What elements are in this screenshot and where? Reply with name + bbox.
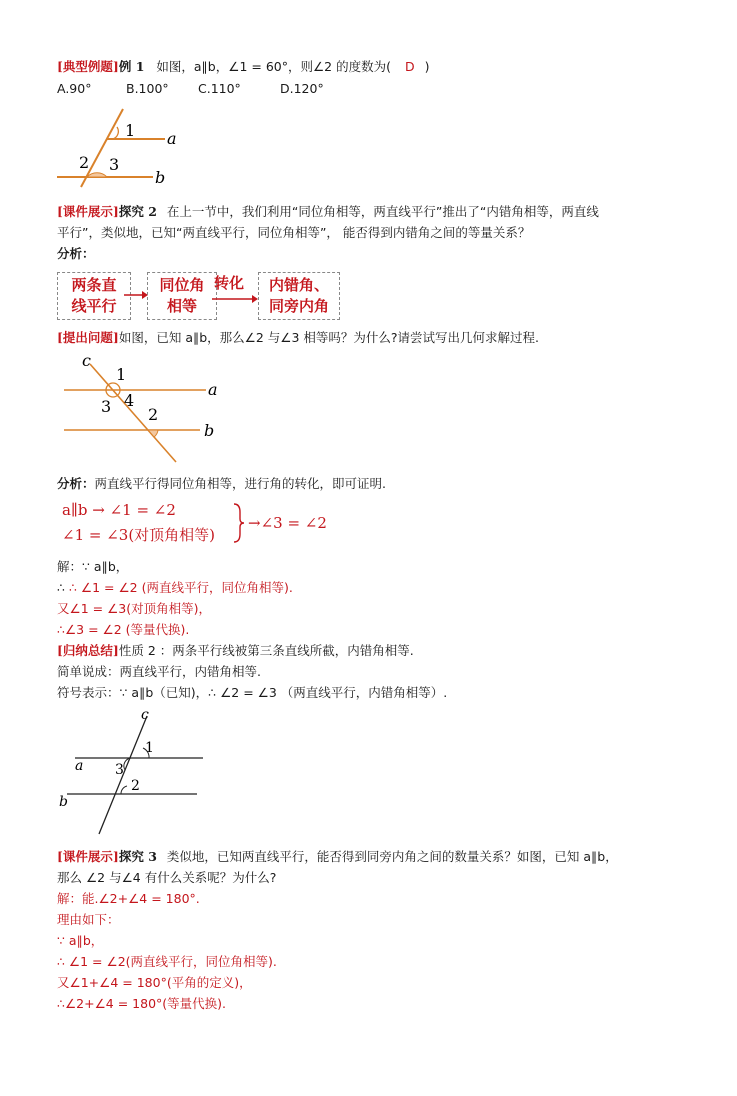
- flow-box-parallel: [57, 272, 131, 320]
- explore3-s2: 理由如下：: [57, 912, 120, 927]
- explore3-s3: ∵ a∥b，: [57, 933, 104, 948]
- label-1: 1: [116, 365, 127, 384]
- solution1-l3-text: 又∠1 = ∠3(对顶角相等)，: [57, 601, 211, 616]
- label-3: 3: [101, 397, 112, 416]
- label-4: 4: [124, 391, 135, 410]
- label-c: c: [82, 351, 91, 370]
- summary-line: [57, 642, 414, 660]
- example1-close: ): [424, 59, 430, 74]
- solution1-l4: [57, 621, 189, 639]
- flow-arrow-1: [124, 290, 148, 300]
- explore2-label: 探究 2: [118, 204, 157, 219]
- flow-box2-line2: 相等: [166, 297, 197, 315]
- flow-box1-line1: 两条直: [71, 276, 117, 294]
- question-figure: [58, 350, 228, 468]
- flow-box2-line1: 同位角: [159, 276, 205, 294]
- angle-mark-2: [87, 173, 107, 177]
- summary-figure: [55, 706, 215, 838]
- example1-tag: [典型例题]: [57, 59, 119, 74]
- analysis2-result: →∠3 = ∠2: [248, 514, 327, 532]
- question-line: [57, 329, 539, 347]
- solution1-l2: ∴ ∴ ∠1 = ∠2 (两直线平行，同位角相等).: [57, 580, 293, 595]
- summary-tag: [归纳总结]: [57, 643, 119, 658]
- angle-mark-1: [113, 127, 118, 139]
- label-2: 2: [79, 153, 90, 172]
- question-text: 如图，已知 a∥b，那么∠2 与∠3 相等吗？为什么?请尝试写出几何求解过程.: [118, 330, 540, 345]
- explore2-analysis-label: 分析：: [57, 246, 95, 261]
- analysis2-text: 两直线平行得同位角相等，进行角的转化，即可证明.: [94, 476, 386, 491]
- explore3-text1: 类似地，已知两直线平行，能否得到同旁内角之间的数量关系？如图，已知 a∥b，: [166, 849, 618, 864]
- label-3: 3: [109, 155, 120, 174]
- analysis2-line: [57, 475, 386, 493]
- explore2-line1: [57, 203, 599, 221]
- flow-box3-line2: 同旁内角: [268, 297, 329, 315]
- analysis2-row2: ∠1 = ∠3(对顶角相等): [62, 526, 216, 544]
- explore3-tag: [课件展示]: [57, 849, 119, 864]
- label-b: b: [59, 794, 68, 810]
- label-a: a: [75, 758, 84, 774]
- label-a: a: [208, 380, 218, 399]
- question-tag: [提出问题]: [57, 330, 119, 345]
- flow-box3-line1: 内错角、: [268, 276, 329, 294]
- label-1: 1: [125, 121, 136, 140]
- example1-option-b: B.100°: [126, 81, 169, 96]
- label-2: 2: [131, 778, 140, 794]
- analysis2-label: 分析：: [57, 476, 95, 491]
- solution1-l4-text: ∴∠3 = ∠2 (等量代换).: [57, 622, 190, 637]
- solution1-l2-text: ∴ ∠1 = ∠2 (两直线平行，同位角相等).: [68, 580, 293, 595]
- flow-arrow-label: 转化: [214, 274, 245, 292]
- summary-short: 简单说成：两直线平行，内错角相等.: [57, 664, 261, 679]
- example1-option-d: D.120°: [280, 81, 324, 96]
- label-b: b: [204, 421, 215, 440]
- explore2-text1: 在上一节中，我们利用“同位角相等，两直线平行”推出了“内错角相等，两直线: [166, 204, 599, 219]
- label-b: b: [155, 168, 166, 187]
- flow-box1-line2: 线平行: [71, 297, 117, 315]
- angle-mark-2: [148, 430, 158, 437]
- example1-label: 例 1: [118, 59, 145, 74]
- label-c: c: [141, 707, 149, 723]
- flow-arrow-2: [212, 294, 258, 304]
- angle-mark-2: [121, 786, 127, 794]
- example1-option-c: C.110°: [198, 81, 241, 96]
- explore3-s6: ∴∠2+∠4 = 180°(等量代换).: [57, 996, 227, 1011]
- example1-question: 如图，a∥b，∠1 = 60°，则∠2 的度数为(: [156, 59, 391, 74]
- summary-text: 性质 2 ：两条平行线被第三条直线所截，内错角相等.: [118, 643, 414, 658]
- explore3-s1: 解：能.∠2+∠4 = 180°.: [57, 891, 200, 906]
- solution1-l1: 解：∵ a∥b，: [57, 559, 129, 574]
- explore2-line2: 平行”，类似地，已知“两直线平行，同位角相等”， 能否得到内错角之间的等量关系？: [57, 225, 531, 240]
- solution1-l3: [57, 600, 211, 618]
- example1-heading: [57, 58, 430, 76]
- analysis2-row1: a∥b → ∠1 = ∠2: [62, 501, 176, 519]
- flow-box-alternate: [258, 272, 340, 320]
- flow-box-corresponding: [147, 272, 217, 320]
- explore3-label: 探究 3: [118, 849, 157, 864]
- label-2: 2: [148, 405, 159, 424]
- explore3-s4: ∴ ∠1 = ∠2(两直线平行，同位角相等).: [57, 954, 277, 969]
- explore3-line2: 那么 ∠2 与∠4 有什么关系呢？为什么?: [57, 870, 277, 885]
- label-1: 1: [145, 740, 154, 756]
- explore2-tag: [课件展示]: [57, 204, 119, 219]
- example1-option-a: A.90°: [57, 81, 92, 96]
- example1-answer: D: [404, 59, 415, 74]
- explore3-s5: 又∠1+∠4 = 180°(平角的定义)，: [57, 975, 252, 990]
- label-3: 3: [115, 762, 124, 778]
- analysis2-brace: [232, 502, 246, 544]
- summary-symbol: 符号表示：∵ a∥b（已知)，∴ ∠2 = ∠3 （两直线平行，内错角相等）.: [57, 685, 448, 700]
- explore3-line1: [57, 848, 618, 866]
- label-a: a: [167, 129, 177, 148]
- example1-figure: [55, 106, 195, 188]
